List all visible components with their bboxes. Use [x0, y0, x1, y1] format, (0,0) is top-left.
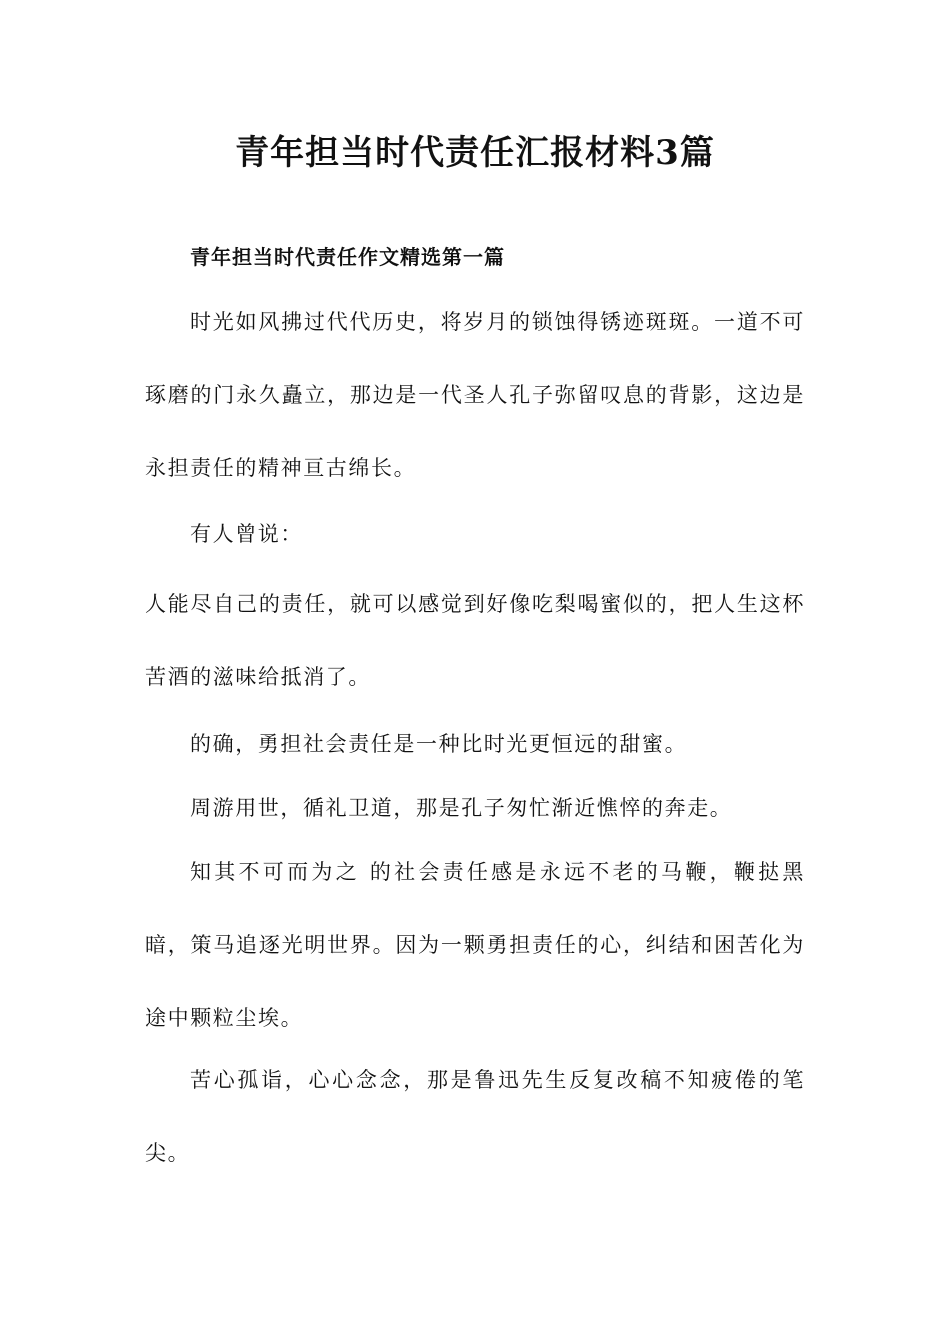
- paragraph-7: 苦心孤诣，心心念念，那是鲁迅先生反复改稿不知疲倦的笔尖。: [145, 1068, 805, 1165]
- paragraph-1: 时光如风拂过代代历史，将岁月的锁蚀得锈迹斑斑。一道不可琢磨的门永久矗立，那边是一代圣人孔子弥留叹息的背影，这边是永担责任的精神亘古绵长。: [145, 310, 805, 480]
- paragraph-2: 有人曾说：: [190, 522, 303, 546]
- section-heading: 青年担当时代责任作文精选第一篇: [190, 245, 505, 269]
- paragraph-3-quote: 人能尽自己的责任，就可以感觉到好像吃梨喝蜜似的，把人生这杯苦酒的滋味给抵消了。: [145, 592, 805, 689]
- paragraph-6: 知其不可而为之 的社会责任感是永远不老的马鞭，鞭挞黑暗，策马追逐光明世界。因为一颗勇担责任的心，纠结和困苦化为途中颗粒尘埃。: [145, 860, 805, 1030]
- paragraph-4: 的确，勇担社会责任是一种比时光更恒远的甜蜜。: [190, 732, 688, 756]
- document-title: 青年担当时代责任汇报材料3篇: [235, 133, 715, 173]
- paragraph-5: 周游用世，循礼卫道，那是孔子匆忙渐近憔悴的奔走。: [190, 796, 733, 820]
